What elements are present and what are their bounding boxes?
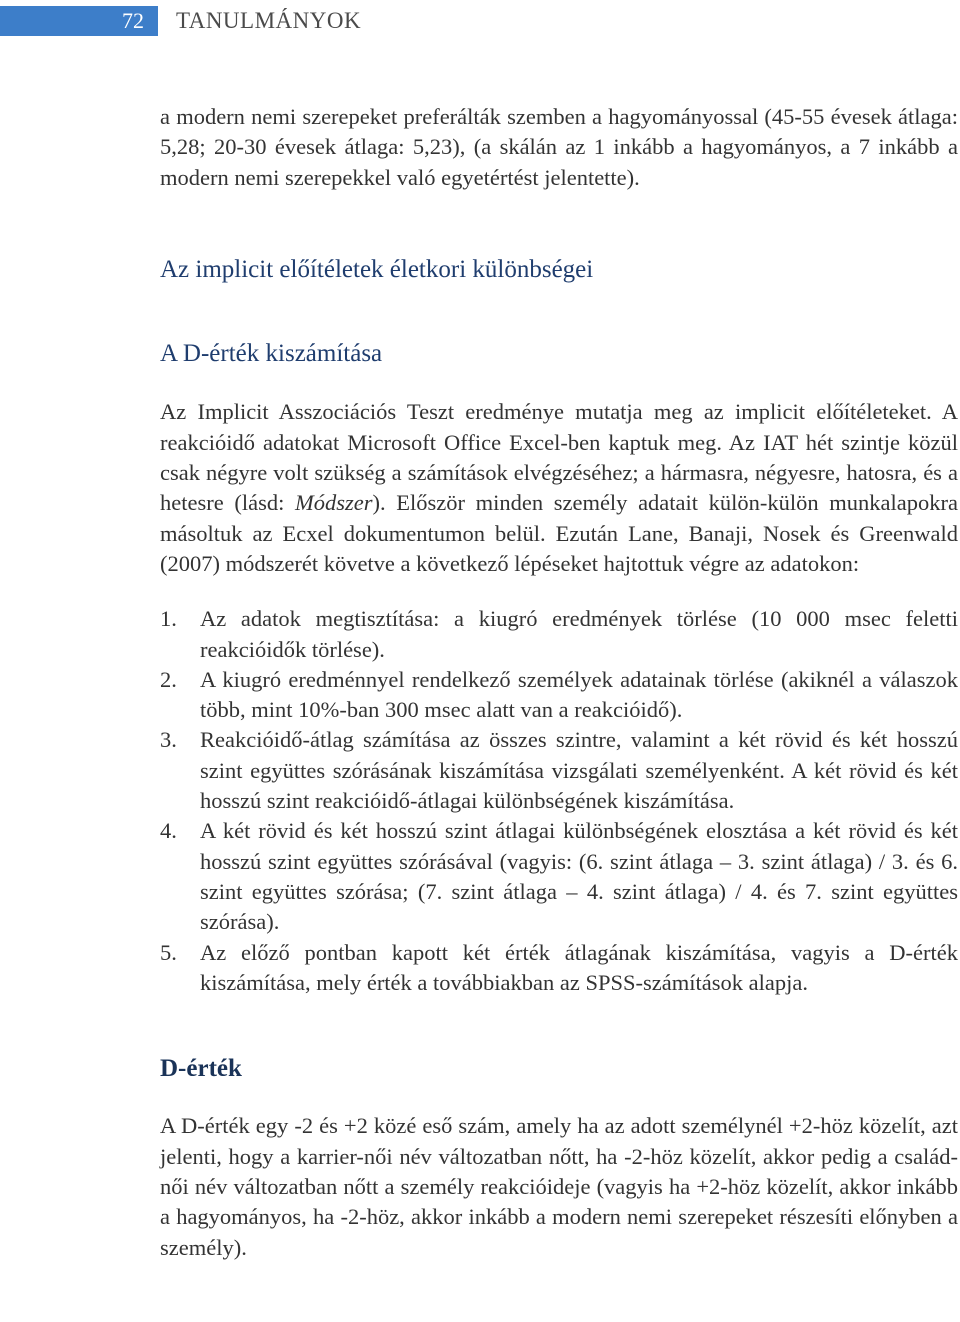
list-item [160, 604, 958, 665]
list-item [160, 665, 958, 726]
step-text: Az előző pontban kapott két érték átlagának kiszámítása, vagyis a D-érték kiszámítása, mely érték a továbbiakban az SPSS-számítások alapja. [200, 939, 958, 995]
running-header-section: TANULMÁNYOK [176, 8, 362, 33]
method-paragraph [160, 397, 958, 579]
step-number: 2. [160, 666, 177, 692]
d-score-paragraph: A D-érték egy -2 és +2 közé eső szám, amely ha az adott személynél +2-höz közelít, azt jelenti, hogy a karrier-női név változatban nőtt, ha -2-höz közelít, akkor pedig a család-női név változatban nőtt a személy reakcióideje (vagyis ha +2-höz közelít, akkor inkább a hagyományos, ha -2-höz, akkor inkább a modern nemi szerepeket részesíti előnyben a személy). [160, 1113, 958, 1260]
step-text: Az adatok megtisztítása: a kiugró eredmények törlése (10 000 msec feletti reakcióidők törlése). [200, 606, 958, 662]
list-item [160, 816, 958, 937]
method-text-end: ). Először minden személy adatait külön-külön munkalapokra másoltuk az Ecxel dokumentumon belül. Ezután Lane, Banaji, Nosek és Greenwald (2007) módszerét követve a következő lépéseket hajtottuk végre az adatokon: [160, 490, 958, 576]
document-body [160, 102, 958, 1263]
step-text: A kiugró eredménnyel rendelkező személyek adatainak törlése (akiknél a válaszok több, mint 10%-ban 300 msec alatt van a reakcióidő). [200, 666, 958, 723]
method-reference: Módszer [294, 490, 373, 516]
step-number: 5. [160, 939, 177, 965]
step-number: 3. [160, 727, 177, 753]
method-text-start: Az Implicit Asszociációs Teszt eredménye mutatja meg az implicit előítéleteket. A reakcióidő adatokat Microsoft Office Excel-ben kaptuk meg. Az IAT hét szintje közül csak négyre volt szükség a számítások elvégzéséhez; a hármasra, négyesre, hatosra, és a hetesre (lásd: [160, 399, 958, 516]
list-item [160, 938, 958, 999]
subsection-heading-d-score: D-érték [160, 1055, 242, 1083]
procedure-steps-list [160, 604, 958, 998]
list-item [160, 725, 958, 816]
step-number: 1. [160, 606, 177, 632]
step-text: Reakcióidő-átlag számítása az összes szintre, valamint a két rövid és két hosszú szint együttes szórásának kiszámítása vizsgálati személyenként. A két rövid és két hosszú szint reakcióidő-átlagai különbségének kiszámítása. [200, 727, 958, 814]
page-number: 72 [122, 8, 144, 33]
section-heading-age-differences: Az implicit előítéletek életkori különbségei [160, 255, 594, 283]
step-number: 4. [160, 818, 177, 844]
step-text: A két rövid és két hosszú szint átlagai különbségének elosztása a két rövid és két hosszú szint együttes szórásával (vagyis: (6. szint átlaga – 3. szint átlaga) / 3. és 6. szint együttes szórása; (7. szint átlaga – 4. szint átlaga) / 4. és 7. szint együttes szórása). [200, 818, 958, 935]
subsection-heading-d-score-calculation: A D-érték kiszámítása [160, 340, 383, 368]
intro-paragraph: a modern nemi szerepeket preferálták szemben a hagyományossal (45-55 évesek átlaga: 5,28; 20-30 évesek átlaga: 5,23), (a skálán az 1 inkább a hagyományos, a 7 inkább a modern nemi szerepekkel való egyetértést jelentette). [160, 104, 958, 190]
page-number-tab [0, 6, 158, 36]
